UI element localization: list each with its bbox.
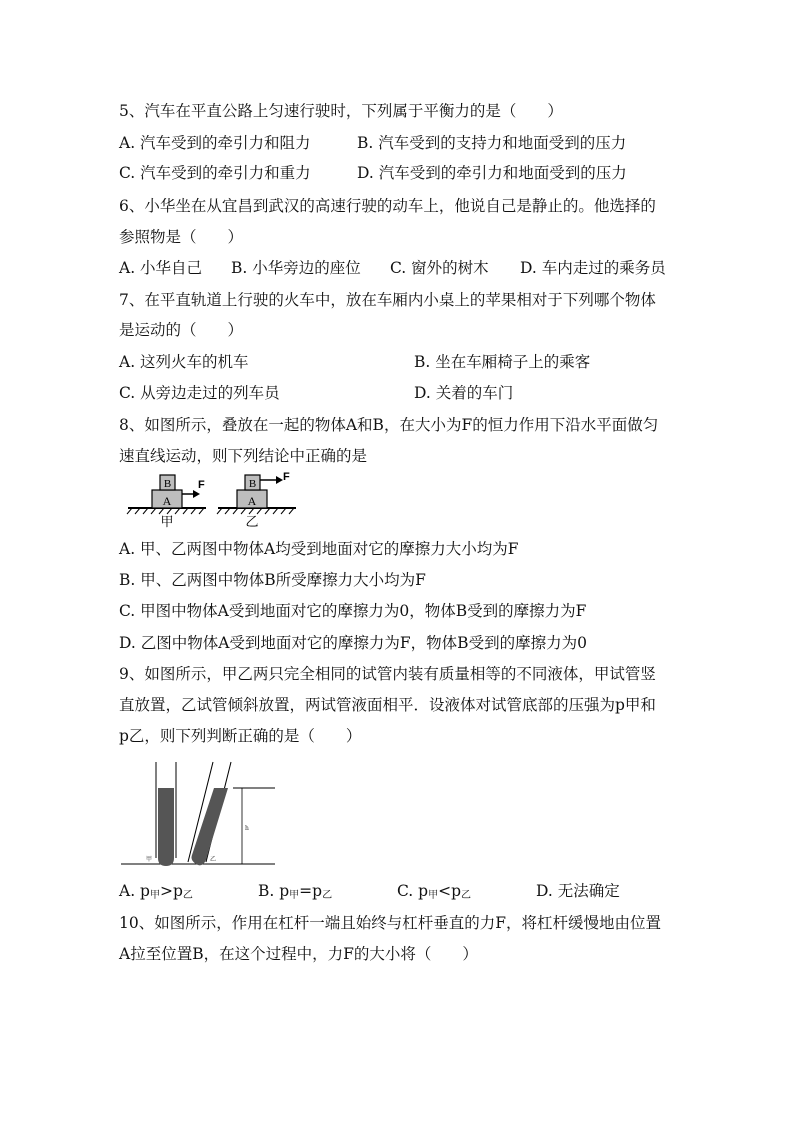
q8-option-d: D. 乙图中物体A受到地面对它的摩擦力为F，物体B受到的摩擦力为0: [119, 634, 587, 652]
tube-label-yi: 乙: [210, 856, 217, 863]
q5-stem: 5、汽车在平直公路上匀速行驶时，下列属于平衡力的是（ ）: [119, 102, 563, 120]
force-arrow-head: [193, 490, 200, 498]
q7-stem-line2: 是运动的（ ）: [119, 321, 244, 339]
q5-option-b: B. 汽车受到的支持力和地面受到的压力: [357, 134, 627, 152]
force-arrow-head: [276, 476, 283, 484]
q9-option-a: A. $p_甲>p_乙$: [119, 882, 193, 901]
liquid-jia: [158, 788, 174, 866]
q8-stem-line1: 8、如图所示，叠放在一起的物体A和B，在大小为F的恒力作用下沿水平面做匀: [119, 416, 659, 434]
q5-option-a: A. 汽车受到的牵引力和阻力: [119, 134, 311, 152]
q5-option-d: D. 汽车受到的牵引力和地面受到的压力: [357, 164, 627, 182]
q8-option-c: C. 甲图中物体A受到地面对它的摩擦力为0，物体B受到的摩擦力为F: [119, 602, 587, 620]
force-label: F: [198, 479, 205, 491]
q6-stem-line1: 6、小华坐在从宜昌到武汉的高速行驶的动车上，他说自己是静止的。他选择的: [119, 197, 656, 215]
q9-stem-line1: 9、如图所示，甲乙两只完全相同的试管内装有质量相等的不同液体，甲试管竖: [119, 665, 656, 683]
q9-option-c: C. $p_甲<p_乙$: [397, 882, 472, 901]
q7-option-c: C. 从旁边走过的列车员: [119, 384, 280, 402]
block-a-label: A: [247, 494, 257, 508]
q10-stem-line2: A拉至位置B，在这个过程中，力F的大小将（ ）: [119, 945, 478, 963]
q5-option-c: C. 汽车受到的牵引力和重力: [119, 164, 311, 182]
q9-stem-line2: 直放置，乙试管倾斜放置，两试管液面相平．设液体对试管底部的压强为p甲和: [119, 696, 656, 714]
q6-option-c: C. 窗外的树木: [390, 259, 489, 277]
figure-label-yi: 乙: [245, 515, 259, 530]
block-b-label: B: [248, 478, 257, 490]
q8-diagram-left: [127, 475, 206, 530]
q7-stem-line1: 7、在平直轨道上行驶的火车中，放在车厢内小桌上的苹果相对于下列哪个物体: [119, 291, 656, 309]
block-b-label: B: [163, 478, 172, 490]
q9-stem-line3: p乙，则下列判断正确的是（ ）: [119, 727, 362, 745]
q10-stem-line1: 10、如图所示，作用在杠杆一端且始终与杠杆垂直的力F，将杠杆缓慢地由位置: [119, 914, 661, 932]
q9-figure: [118, 760, 278, 868]
figure-label-jia: 甲: [160, 515, 174, 530]
height-label: h: [245, 825, 249, 832]
q6-option-a: A. 小华自己: [119, 259, 203, 277]
block-a-label: A: [162, 494, 172, 508]
test-tube-yi: [188, 762, 231, 865]
q9-option-b: B. $p_甲=p_乙$: [258, 882, 333, 901]
q7-option-a: A. 这列火车的机车: [119, 353, 249, 371]
q9-option-d: D. 无法确定: [536, 882, 620, 900]
q8-figure: [126, 470, 306, 532]
tube-label-jia: 甲: [146, 856, 153, 863]
q6-option-b: B. 小华旁边的座位: [231, 259, 361, 277]
q8-option-b: B. 甲、乙两图中物体B所受摩擦力大小均为F: [119, 571, 426, 589]
q7-option-b: B. 坐在车厢椅子上的乘客: [414, 353, 591, 371]
q8-diagram-right: [217, 471, 296, 530]
q8-stem-line2: 速直线运动，则下列结论中正确的是: [119, 447, 368, 465]
test-tube-jia: [156, 762, 176, 866]
q6-option-d: D. 车内走过的乘务员: [520, 259, 666, 277]
q7-option-d: D. 关着的车门: [414, 384, 514, 402]
q6-stem-line2: 参照物是（ ）: [119, 228, 244, 246]
force-label: F: [283, 471, 290, 483]
q8-option-a: A. 甲、乙两图中物体A均受到地面对它的摩擦力大小均为F: [119, 540, 519, 558]
